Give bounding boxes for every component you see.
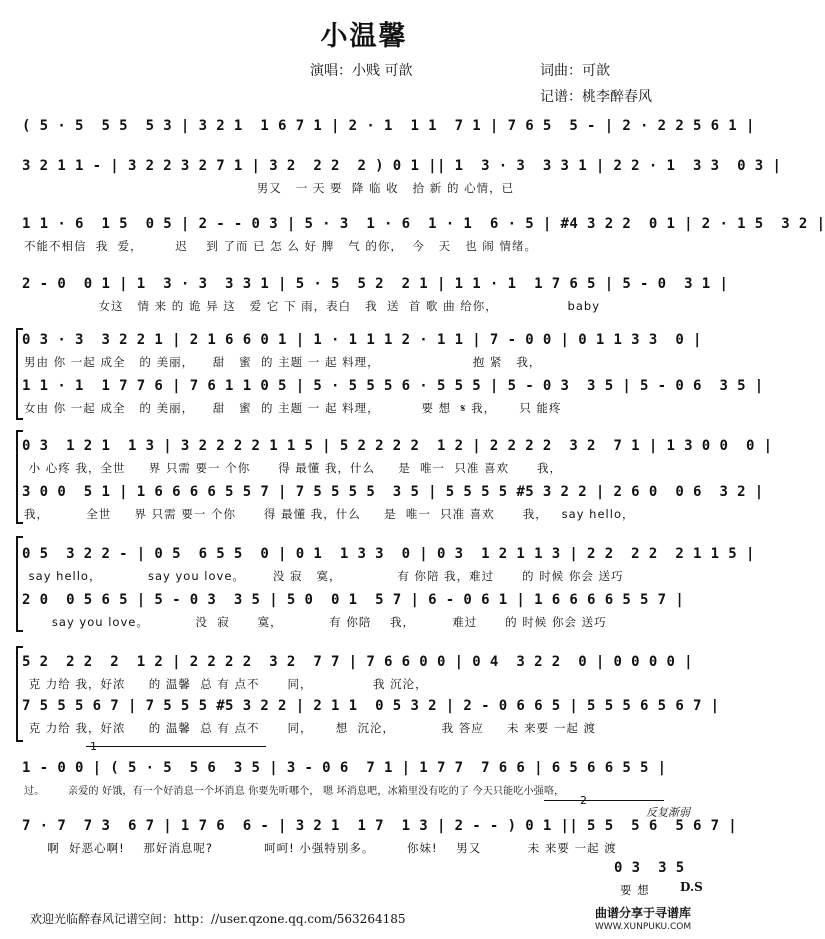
footer-site (560, 906, 726, 934)
lyric-line-12: 过。 亲爱的 好饿，有一个好消息一个坏消息 你要先听哪个， 嗯 坏消息吧，冰箱里没有吃的了 今天只能吃小强咯， (24, 786, 565, 797)
transcriber-credit: 记谱：桃李醉春风 (540, 89, 652, 105)
singers-credit: 演唱：小贱 可歆 (310, 63, 413, 79)
repeat-dynamic-note: 反复渐弱 (646, 806, 690, 819)
lyric-line-11: 克 力给 我，好浓 的 温馨 总 有 点不 同， 想 沉沦， 我 答应 未 来要 一起 渡 (24, 721, 596, 735)
ending-lyrics: 要 想 (620, 883, 650, 897)
notation-row-13: 1 - 0 0 | ( 5 · 5 5 6 3 5 | 3 - 0 6 7 1 | 1 7 7 7 6 6 | 6 5 6 6 5 5 | (22, 760, 667, 776)
lyric-line-8: say hello， say you love。 没 寂 寞， 有 你陪 我，难过 的 时候 你会 送巧 (24, 569, 624, 583)
notation-row-6: 1 1 · 1 1 7 7 6 | 7 6 1 1 0 5 | 5 · 5 5 5 6 · 5 5 5 | 5 - 0 3 3 5 | 5 - 0 6 3 5 | (22, 378, 764, 394)
lyric-line-10: 克 力给 我，好浓 的 温馨 总 有 点不 同， 我 沉沦， (24, 677, 428, 691)
lyric-line-2: 不能不相信 我 爱， 迟 到 了而 已 怎 么 好 脾 气 的你， 今 天 也 闹 情绪。 (24, 239, 537, 253)
notation-row-14: 7 · 7 7 3 6 7 | 1 7 6 6 - | 3 2 1 1 7 1 3 | 2 - - ) 0 1 || 5 5 5 6 5 6 7 | (22, 818, 738, 834)
notation-row-12: 7 5 5 5 6 7 | 7 5 5 5 #5 3 2 2 | 2 1 1 0 5 3 2 | 2 - 0 6 6 5 | 5 5 5 6 5 6 7 | (22, 698, 720, 714)
lyric-line-4: 男由 你 一起 成全 的 美丽， 甜 蜜 的 主题 一 起 料理， 抱 紧 我， (24, 355, 542, 369)
footer-credit: 欢迎光临醉春风记谱空间：http：//user.qzone.qq.com/563264185 (30, 912, 406, 926)
volta-one-line (86, 746, 266, 747)
lyric-line-7: 我， 全世 界 只需 要一 个你 得 最懂 我，什么 是 唯一 只准 喜欢 我， say hello， (24, 507, 635, 521)
notation-row-8: 3 0 0 5 1 | 1 6 6 6 6 5 5 7 | 7 5 5 5 5 3 5 | 5 5 5 5 #5 3 2 2 | 2 6 0 0 6 3 2 | (22, 484, 764, 500)
lyric-line-1: 男又 一 天 要 降 临 收 拾 新 的 心情，已 (24, 181, 515, 195)
lyric-line-9: say you love。 没 寂 寞， 有 你陪 我， 难过 的 时候 你会 送巧 (24, 615, 607, 629)
score-sheet (0, 100, 825, 855)
notation-row-1: ( 5 · 5 5 5 5 3 | 3 2 1 1 6 7 1 | 2 · 1 1 1 7 1 | 7 6 5 5 - | 2 · 2 2 5 6 1 | (22, 118, 755, 134)
dal-segno-mark: D.S (680, 880, 703, 894)
volta-one-label: 1 (90, 740, 97, 753)
lyric-line-13: 啊 好恶心啊! 那好消息呢? 呵呵! 小强特别多。 你妹! 男又 未 来要 一起 渡 (24, 841, 617, 855)
notation-row-7: 0 3 1 2 1 1 3 | 3 2 2 2 2 1 1 5 | 5 2 2 2 2 1 2 | 2 2 2 2 3 2 7 1 | 1 3 0 0 0 | (22, 438, 773, 454)
footer-site-url: WWW.XUNPUKU.COM (594, 922, 692, 932)
lyric-line-6: 小 心疼 我，全世 界 只需 要一 个你 得 最懂 我，什么 是 唯一 只准 喜欢 我， (24, 461, 562, 475)
composer-credit: 词曲：可歆 (540, 63, 610, 79)
notation-row-9: 0 5 3 2 2 - | 0 5 6 5 5 0 | 0 1 1 3 3 0 | 0 3 1 2 1 1 3 | 2 2 2 2 2 1 1 5 | (22, 546, 755, 562)
notation-row-2: 3 2 1 1 - | 3 2 2 3 2 7 1 | 3 2 2 2 2 ) 0 1 || 1 3 · 3 3 3 1 | 2 2 · 1 3 3 0 3 | (22, 158, 782, 174)
lyric-line-5: 女由 你 一起 成全 的 美丽， 甜 蜜 的 主题 一 起 料理， 要 想 𝄋 我， 只 能疼 (24, 401, 562, 415)
notation-row-11: 5 2 2 2 2 1 2 | 2 2 2 2 3 2 7 7 | 7 6 6 0 0 | 0 4 3 2 2 0 | 0 0 0 0 | (22, 654, 693, 670)
notation-row-5: 0 3 · 3 3 2 2 1 | 2 1 6 6 0 1 | 1 · 1 1 1 2 · 1 1 | 7 - 0 0 | 0 1 1 3 3 0 | (22, 332, 702, 348)
volta-two-line (544, 800, 664, 801)
footer-site-name: 曲谱分享于寻谱库 (594, 906, 691, 920)
notation-row-10: 2 0 0 5 6 5 | 5 - 0 3 3 5 | 5 0 0 1 5 7 | 6 - 0 6 1 | 1 6 6 6 6 5 5 7 | (22, 592, 685, 608)
song-title: 小温馨 (320, 21, 408, 52)
notation-row-3: 1 1 · 6 1 5 0 5 | 2 - - 0 3 | 5 · 3 1 · 6 1 · 1 6 · 5 | #4 3 2 2 0 1 | 2 · 1 5 3 2 | (22, 216, 825, 232)
volta-two-label: 2 (580, 794, 587, 807)
lyric-line-3: 女这 情 来 的 诡 异 这 爱 它 下 雨，表白 我 送 首 歌 曲 给你， baby (24, 299, 601, 313)
ending-notes: 0 3 3 5 (614, 860, 685, 876)
notation-row-4: 2 - 0 0 1 | 1 3 · 3 3 3 1 | 5 · 5 5 2 2 1 | 1 1 · 1 1 7 6 5 | 5 - 0 3 1 | (22, 276, 729, 292)
